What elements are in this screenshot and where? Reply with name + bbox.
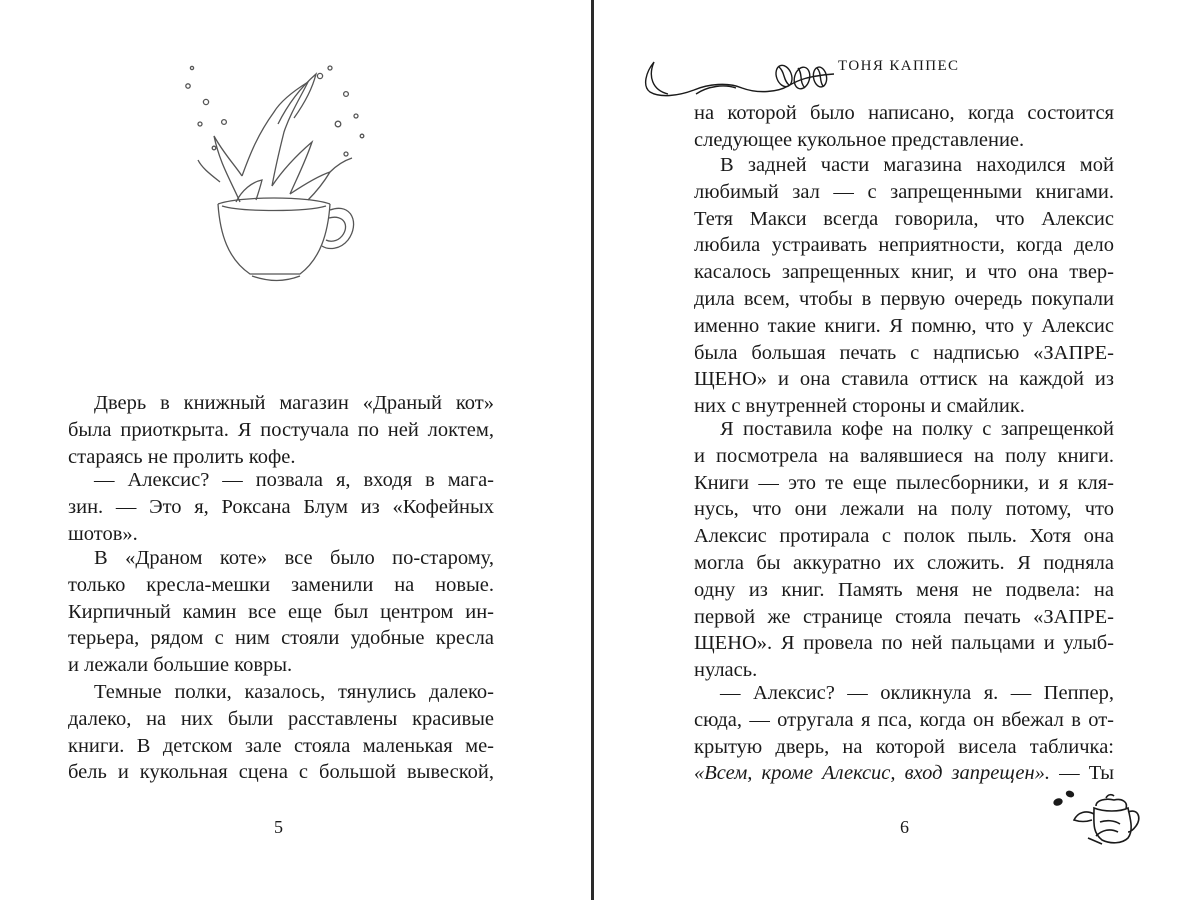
text-line: — Алексис? — окликнула я. — Пеппер, <box>720 682 1114 704</box>
right-paragraph-4 <box>694 680 1114 787</box>
text-line: терьера, рядом с ним стояли удобные кресла <box>68 627 494 650</box>
text-line: Дверь в книжный магазин «Драный кот» <box>94 392 494 414</box>
text-line: книги. В детском зале стояла маленькая ме- <box>68 734 494 757</box>
coffee-beans-flourish-icon <box>638 50 838 105</box>
text-line: них с внутренней стороны и смайлик. <box>694 395 1025 418</box>
text-line: была большая печать с надписью «ЗАПРЕ- <box>694 341 1114 364</box>
text-line: касалось запрещенных книг, и что она твер- <box>694 261 1114 284</box>
left-paragraph-2 <box>68 467 494 547</box>
text-line: была приоткрыта. Я постучала по ней локтем, <box>68 418 494 441</box>
text-line: шотов». <box>68 522 138 545</box>
text-line: Книги — это те еще пылесборники, и я кля- <box>694 471 1114 494</box>
right-paragraph-2 <box>694 152 1114 420</box>
text-line: одну из книг. Память меня не подвела: на <box>694 578 1114 601</box>
text-line: и посмотрела на валявшиеся на полу книги. <box>694 444 1114 467</box>
text-line: следующее кукольное представление. <box>694 128 1025 151</box>
text-line: сюда, — отругала я пса, когда он вбежал в от- <box>694 708 1114 731</box>
left-paragraph-3 <box>68 545 494 679</box>
text-line: нусь, что они лежали на полу потому, что <box>694 498 1114 521</box>
text-line: любимый зал — с запрещенными книгами. <box>694 180 1114 203</box>
left-paragraph-4 <box>68 679 494 786</box>
text-line: бель и кукольная сцена с большой вывеской, <box>68 761 494 784</box>
text-line: нулась. <box>694 659 758 682</box>
page-number: 6 <box>900 817 909 837</box>
text-line: крытую дверь, на которой висела табличка: <box>694 735 1114 758</box>
sign-quote-italic: «Всем, кроме Алексис, вход запрещен». <box>694 762 1051 785</box>
text-line: именно такие книги. Я помню, что у Алексис <box>694 314 1114 337</box>
text-line: В «Драном коте» все было по-старому, <box>94 547 494 569</box>
text-line: любила устраивать неприятности, когда дело <box>694 234 1114 257</box>
right-paragraph-1 <box>694 100 1114 154</box>
text-line: ЩЕНО». Я провела по ней пальцами и улыб- <box>694 632 1114 655</box>
left-paragraph-1 <box>68 390 494 470</box>
text-line: Тетя Макси всегда говорила, что Алексис <box>694 207 1114 230</box>
text-line <box>694 760 1114 787</box>
text-line: Алексис протирала с полок пыль. Хотя она <box>694 525 1114 548</box>
text-line-tail: — Ты <box>1050 762 1114 785</box>
text-line: Кирпичный камин все еще был центром ин- <box>68 600 494 623</box>
text-line: первой же странице стояла печать «ЗАПРЕ- <box>694 605 1114 628</box>
right-page <box>594 0 1182 900</box>
coffee-pot-beans-icon <box>1050 790 1146 850</box>
text-line: Темные полки, казалось, тянулись далеко- <box>94 681 494 703</box>
running-head: ТОНЯ КАППЕС <box>838 58 960 74</box>
text-line: Я поставила кофе на полку с запрещенкой <box>720 418 1114 440</box>
right-paragraph-3 <box>694 416 1114 684</box>
page-number: 5 <box>274 817 283 837</box>
text-line: могла бы аккуратно их сложить. Я подняла <box>694 551 1114 574</box>
text-line: далеко, на них были расставлены красивые <box>68 707 494 730</box>
text-line: В задней части магазина находился мой <box>720 154 1114 176</box>
text-line: — Алексис? — позвала я, входя в мага- <box>94 469 494 491</box>
text-line: зин. — Это я, Роксана Блум из «Кофейных <box>68 495 494 518</box>
text-line: и лежали большие ковры. <box>68 654 293 677</box>
text-line: стараясь не пролить кофе. <box>68 445 296 468</box>
text-line: только кресла-мешки заменили на новые. <box>68 573 494 596</box>
coffee-cup-splash-icon <box>180 64 380 294</box>
text-line: на которой было написано, когда состоится <box>694 102 1114 124</box>
text-line: дила всем, чтобы в первую очередь покупали <box>694 287 1114 310</box>
text-line: ЩЕНО» и она ставила оттиск на каждой из <box>694 368 1114 391</box>
